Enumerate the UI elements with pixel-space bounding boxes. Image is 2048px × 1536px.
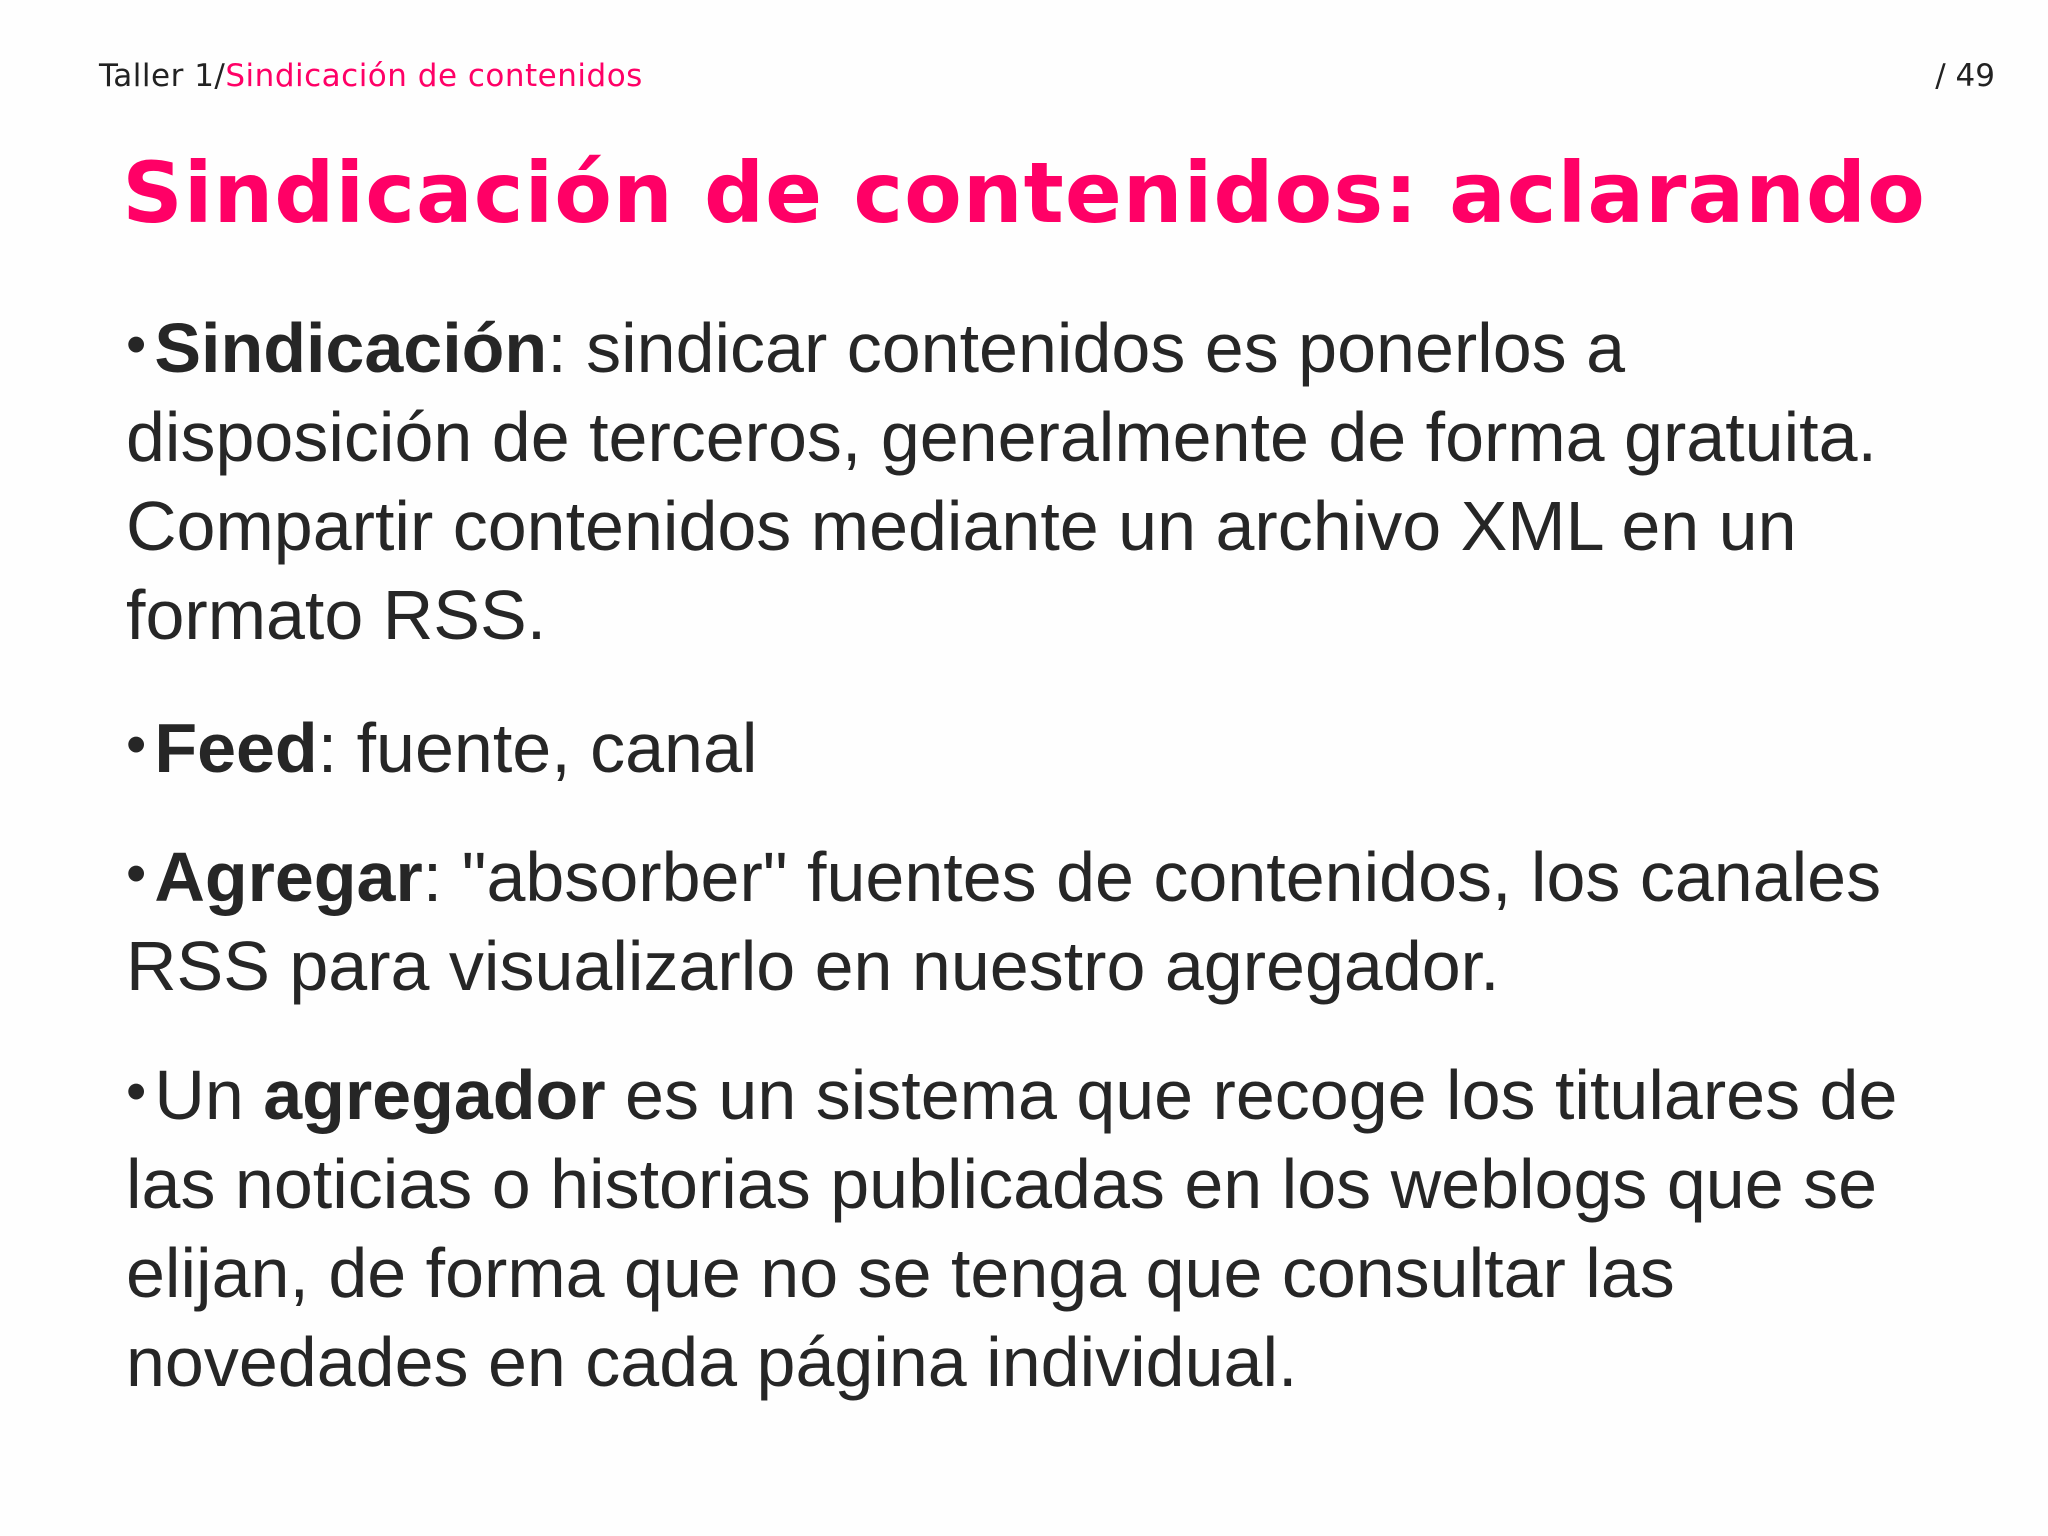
bullet-term: Sindicación	[154, 309, 548, 387]
bullet-item-sindicacion	[126, 300, 1926, 660]
bullet-text: : sindicar contenidos es ponerlos a disposición de terceros, generalmente de forma gratuita. Compartir contenidos mediante un archivo XML en un formato RSS.	[126, 309, 1877, 654]
bullet-list	[126, 300, 1926, 1443]
bullet-item-agregar	[126, 829, 1926, 1011]
slide-title: Sindicación de contenidos: aclarando	[122, 144, 1926, 242]
bullet-term: Feed	[154, 709, 318, 787]
bullet-prefix: Un	[154, 1056, 264, 1134]
bullet-dot: •	[126, 1059, 147, 1124]
page-number: / 49	[1935, 58, 1995, 94]
bullet-term: agregador	[263, 1056, 606, 1134]
breadcrumb	[99, 58, 643, 94]
bullet-text: es un sistema que recoge los titulares de las noticias o historias publicadas en los weblogs que se elijan, de forma que no se tenga que consultar las novedades en cada página individual.	[126, 1056, 1898, 1401]
bullet-dot: •	[126, 841, 147, 906]
bullet-item-agregador	[126, 1047, 1926, 1407]
bullet-term: Agregar	[154, 838, 423, 916]
bullet-text: : fuente, canal	[317, 709, 758, 787]
bullet-item-feed	[126, 700, 1926, 793]
bullet-dot: •	[126, 712, 147, 777]
breadcrumb-prefix: Taller 1/	[99, 58, 226, 94]
bullet-text: : "absorber" fuentes de contenidos, los canales RSS para visualizarlo en nuestro agregador.	[126, 838, 1882, 1005]
bullet-dot: •	[126, 312, 147, 377]
breadcrumb-current: Sindicación de contenidos	[225, 58, 643, 94]
